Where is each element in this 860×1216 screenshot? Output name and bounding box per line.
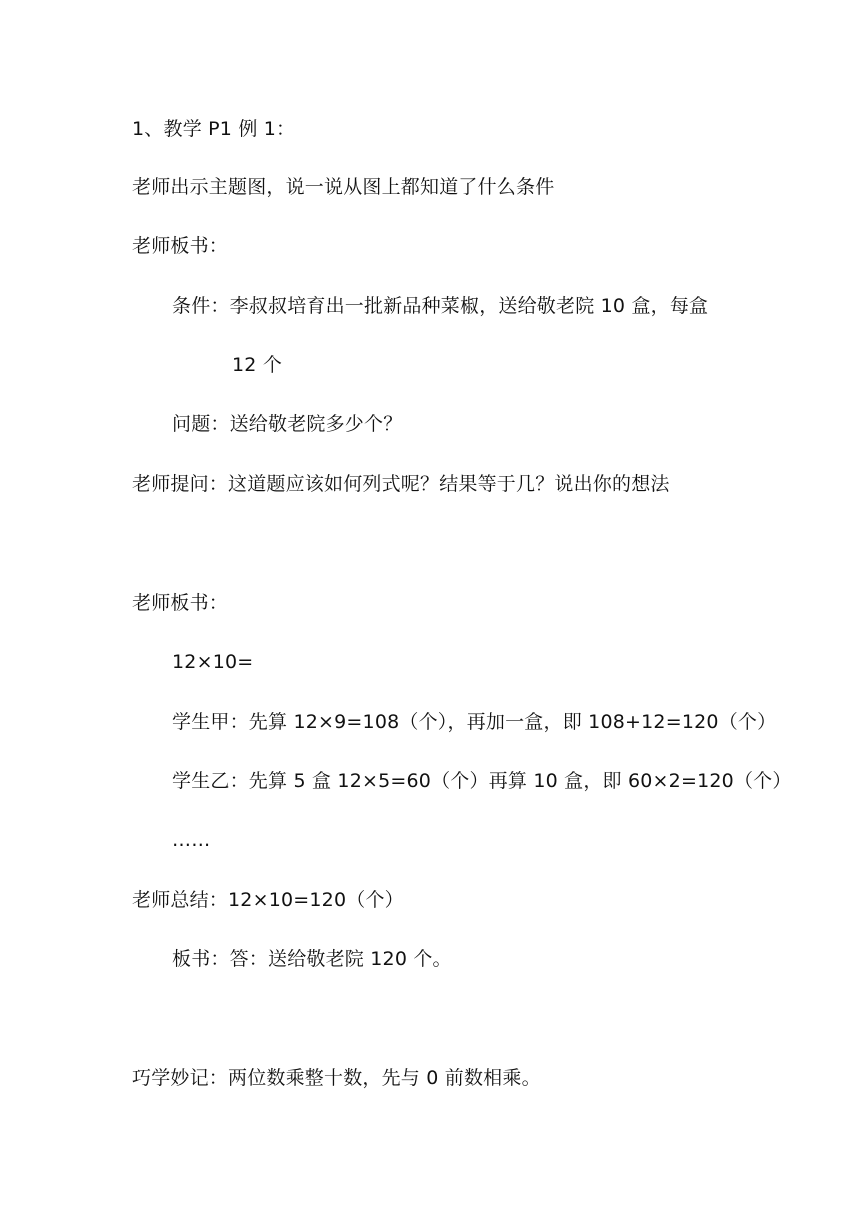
ellipsis-line: …… — [172, 829, 211, 851]
paragraph-question: 问题：送给敬老院多少个？ — [172, 413, 403, 435]
paragraph-teacher-question: 老师提问：这道题应该如何列式呢？结果等于几？说出你的想法 — [132, 473, 670, 495]
paragraph-answer: 板书：答：送给敬老院 120 个。 — [172, 948, 452, 970]
paragraph-board-label-2: 老师板书： — [132, 592, 229, 614]
heading-example-1: 1、教学 P1 例 1： — [132, 118, 296, 140]
paragraph-condition: 条件：李叔叔培育出一批新品种菜椒，送给敬老院 10 盒，每盒 — [172, 295, 709, 317]
paragraph-student-a: 学生甲：先算 12×9=108（个），再加一盒，即 108+12=120（个） — [172, 711, 777, 733]
paragraph-summary: 老师总结：12×10=120（个） — [132, 889, 404, 911]
paragraph-student-b: 学生乙：先算 5 盒 12×5=60（个）再算 10 盒，即 60×2=120（个） — [172, 770, 792, 792]
paragraph-memory-tip: 巧学妙记：两位数乘整十数，先与 0 前数相乘。 — [132, 1067, 541, 1089]
equation-line: 12×10= — [172, 651, 254, 673]
paragraph-board-label-1: 老师板书： — [132, 235, 229, 257]
paragraph-condition-continued: 12 个 — [232, 354, 283, 376]
paragraph-intro: 老师出示主题图，说一说从图上都知道了什么条件 — [132, 176, 555, 198]
